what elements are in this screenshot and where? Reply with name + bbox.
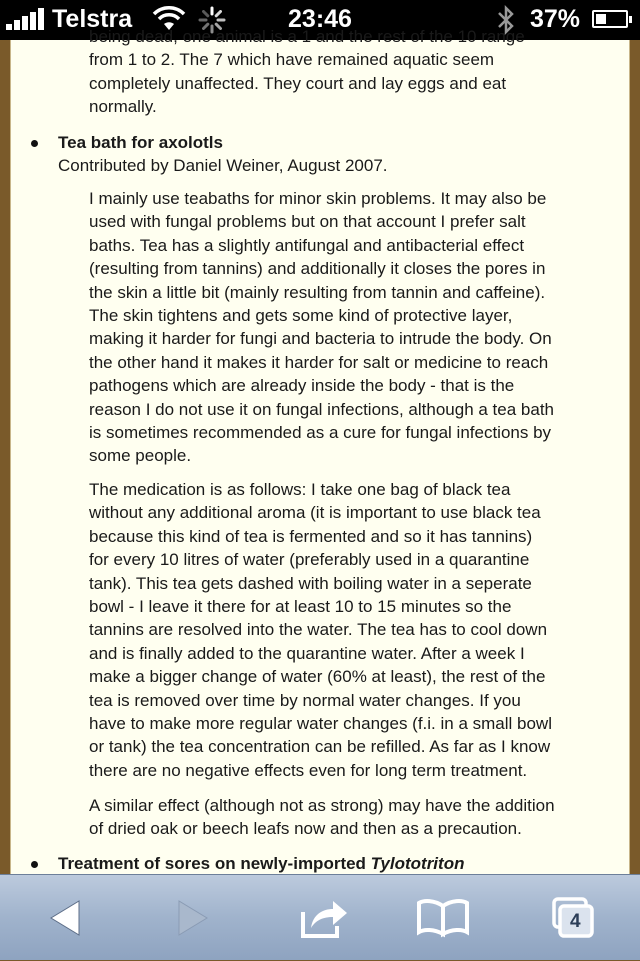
- section-title-text: Treatment of sores on newly-imported: [58, 854, 371, 873]
- text-line: used with fungal problems but on that account I prefer salt: [89, 212, 526, 232]
- carrier-name: Telstra: [52, 5, 133, 33]
- battery-percent: 37%: [530, 5, 581, 33]
- text-line: the skin a little bit (mainly resulting from tannin and caffeine).: [89, 282, 546, 302]
- text-line: baths. Tea has a slightly antifungal and antibacterial effect: [89, 235, 525, 255]
- forward-button[interactable]: [148, 875, 238, 961]
- text-line: tank). This tea gets dashed with boiling water in a seperate: [89, 573, 532, 593]
- text-line: from 1 to 2. The 7 which have remained aquatic seem: [89, 50, 495, 70]
- intro-paragraph: [89, 25, 619, 119]
- text-line: The medication is as follows: I take one bag of black tea: [89, 480, 511, 499]
- text-line: pathogens which are already inside the body - that is the: [89, 376, 515, 396]
- tab-count: 4: [570, 911, 581, 932]
- text-line: The skin tightens and gets some kind of protective layer,: [89, 306, 513, 326]
- clock: 23:46: [288, 5, 352, 33]
- text-line: tea is removed over time by normal water changes. If you: [89, 690, 521, 710]
- text-line: have to make more regular water changes (f.i. in a small bowl: [89, 714, 552, 734]
- bullet: [31, 861, 38, 868]
- article-page: [10, 27, 630, 874]
- text-line: reason I do not use it on fungal infections, although a tea bath: [89, 399, 555, 419]
- text-line: (resulting from tannins) and additionally it closes the pores in: [89, 259, 546, 279]
- section-title-species: Tylototriton: [370, 854, 465, 873]
- battery-level: [596, 14, 606, 24]
- text-line: normally.: [89, 97, 157, 117]
- text-line: without any additional aroma (it is important to use black tea: [89, 503, 541, 523]
- bullet: [31, 140, 38, 147]
- paragraph-3: [89, 794, 614, 841]
- bookmarks-button[interactable]: [398, 875, 488, 961]
- bookmarks-icon: [416, 898, 470, 938]
- share-button[interactable]: [280, 875, 370, 961]
- paragraph-2: [89, 478, 614, 782]
- contributor-line: Contributed by Daniel Weiner, August 2007.: [58, 156, 388, 175]
- text-line: I mainly use teabaths for minor skin problems. It may also be: [89, 189, 547, 208]
- text-line: tannins are resolved into the water. The tea has to cool down: [89, 620, 548, 640]
- text-line: some people.: [89, 446, 192, 466]
- text-line: because this kind of tea is fermented and so it has tannins): [89, 526, 533, 546]
- text-line: the other hand it makes it harder for salt or medicine to reach: [89, 352, 549, 372]
- text-line: or tank) the tea concentration can be refilled. As far as I know: [89, 737, 551, 757]
- back-icon: [47, 898, 83, 938]
- text-line: make a bigger change of water (60% at least), the rest of the: [89, 667, 546, 687]
- section-title-sores: [58, 852, 464, 875]
- text-line: is sometimes recommended as a cure for fungal infections by: [89, 423, 552, 443]
- text-line: making it harder for fungi and bacteria to intrude the body. On: [89, 329, 552, 349]
- back-button[interactable]: [20, 875, 110, 961]
- share-icon: [299, 896, 351, 940]
- text-line: and is finally added to the quarantine water. After a week I: [89, 643, 525, 663]
- tabs-button[interactable]: [528, 875, 618, 961]
- text-line: there are no negative effects even for long term treatment.: [89, 760, 528, 780]
- browser-toolbar: [0, 874, 640, 960]
- signal-strength-icon: [6, 8, 50, 30]
- text-line: completely unaffected. They court and lay eggs and eat: [89, 73, 507, 93]
- paragraph-1: [89, 187, 614, 468]
- text-line: A similar effect (although not as strong) may have the addition: [89, 796, 555, 815]
- forward-icon: [175, 898, 211, 938]
- web-content[interactable]: [0, 27, 640, 874]
- text-line: for every 10 litres of water (preferably used in a quarantine: [89, 550, 530, 570]
- text-line: bowl - I leave it there for at least 10 to 15 minutes so the: [89, 597, 512, 617]
- text-line: being dead, one animal is a 1 and the rest of the 10 range: [89, 27, 525, 46]
- text-line: of dried oak or beech leafs now and then as a precaution.: [89, 819, 522, 839]
- section-title-tea-bath: Tea bath for axolotls: [58, 133, 223, 152]
